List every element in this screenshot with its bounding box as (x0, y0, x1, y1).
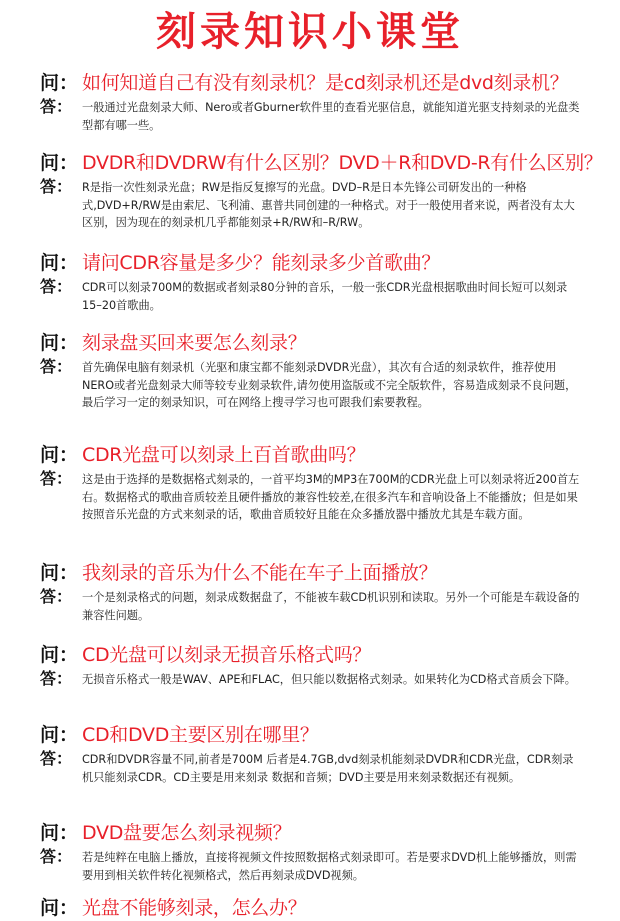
qa-item-8 (40, 720, 600, 786)
question-label: 问： (40, 152, 79, 174)
answer-label: 答： (40, 669, 73, 688)
question-text: CD光盘可以刻录无损音乐格式吗？ (82, 644, 372, 666)
answer-label: 答： (40, 357, 73, 376)
question-text: CDR光盘可以刻录上百首歌曲吗？ (82, 444, 366, 466)
answer-label: 答： (40, 847, 73, 866)
answer-label: 答： (40, 97, 73, 116)
qa-item-4 (40, 328, 600, 412)
question-text: DVDR和DVDRW有什么区别？DVD＋R和DVD-R有什么区别？ (82, 152, 603, 174)
answer-text: R是指一次性刻录光盘；RW是指反复擦写的光盘。DVD–R是日本先锋公司研发出的一种格式,DVD+R/RW是由索尼、飞利浦、惠普共同创建的一种格式。对于一般使用者来说，两者没有太大区别，因为现在的刻录机几乎都能刻录+R/RW和–R/RW。 (82, 181, 575, 229)
question-label: 问： (40, 72, 79, 94)
qa-item-3 (40, 248, 600, 314)
qa-item-2 (40, 148, 603, 232)
answer-text: 一个是刻录格式的问题，刻录成数据盘了，不能被车载CD机识别和读取。另外一个可能是车载设备的兼容性问题。 (82, 591, 580, 622)
question-text: CD和DVD主要区别在哪里？ (82, 724, 319, 746)
answer-label: 答： (40, 749, 73, 768)
answer-text: 首先确保电脑有刻录机（光驱和康宝都不能刻录DVDR光盘），其次有合适的刻录软件，推荐使用NERO或者光盘刻录大师等较专业刻录软件,请勿使用盗版或不完全版软件，容易造成刻录不良问题，最后学习一定的刻录知识，可在网络上搜寻学习也可跟我们索要教程。 (82, 361, 577, 409)
answer-label: 答： (40, 587, 73, 606)
answer-text: 一般通过光盘刻录大师、Nero或者Gburner软件里的查看光驱信息，就能知道光驱支持刻录的光盘类型都有哪一些。 (82, 101, 580, 132)
question-label: 问： (40, 332, 79, 354)
question-label: 问： (40, 252, 79, 274)
qa-item-9 (40, 818, 600, 884)
answer-text: 若是纯粹在电脑上播放，直接将视频文件按照数据格式刻录即可。若是要求DVD机上能够播放，则需要用到相关软件转化视频格式，然后再刻录成DVD视频。 (82, 851, 577, 882)
question-label: 问： (40, 897, 79, 919)
qa-item-10 (40, 893, 600, 921)
answer-label: 答： (40, 177, 73, 196)
question-label: 问： (40, 724, 79, 746)
question-text: DVD盘要怎么刻录视频？ (82, 822, 292, 844)
question-label: 问： (40, 822, 79, 844)
answer-label: 答： (40, 277, 73, 296)
question-text: 刻录盘买回来要怎么刻录？ (82, 332, 307, 354)
question-label: 问： (40, 444, 79, 466)
qa-item-7 (40, 640, 600, 689)
answer-label: 答： (40, 469, 73, 488)
answer-text: CDR可以刻录700M的数据或者刻录80分钟的音乐，一般一张CDR光盘根据歌曲时间长短可以刻录15–20首歌曲。 (82, 281, 568, 312)
question-text: 如何知道自己有没有刻录机？是cd刻录机还是dvd刻录机？ (82, 72, 569, 94)
answer-text: CDR和DVDR容量不同,前者是700M 后者是4.7GB,dvd刻录机能刻录DVDR和CDR光盘，CDR刻录机只能刻录CDR。CD主要是用来刻录 数据和音频；DVD主要是用来刻录数据还有视频。 (82, 753, 574, 784)
qa-item-1 (40, 68, 600, 134)
question-text: 请问CDR容量是多少？能刻录多少首歌曲？ (82, 252, 441, 274)
answer-text: 无损音乐格式一般是WAV、APE和FLAC，但只能以数据格式刻录。如果转化为CD格式音质会下降。 (82, 673, 576, 686)
question-text: 光盘不能够刻录，怎么办？ (82, 897, 307, 919)
page-title: 刻录知识小课堂 (156, 9, 464, 55)
qa-item-5 (40, 440, 600, 524)
question-label: 问： (40, 562, 79, 584)
qa-item-6 (40, 558, 600, 624)
question-label: 问： (40, 644, 79, 666)
answer-text: 这是由于选择的是数据格式刻录的，一首平均3M的MP3在700M的CDR光盘上可以刻录将近200首左右。数据格式的歌曲音质较差且硬件播放的兼容性较差,在很多汽车和音响设备上不能播放；但是如果按照音乐光盘的方式来刻录的话，歌曲音质较好且能在众多播放器中播放尤其是车载方面。 (82, 473, 580, 521)
question-text: 我刻录的音乐为什么不能在车子上面播放？ (82, 562, 438, 584)
